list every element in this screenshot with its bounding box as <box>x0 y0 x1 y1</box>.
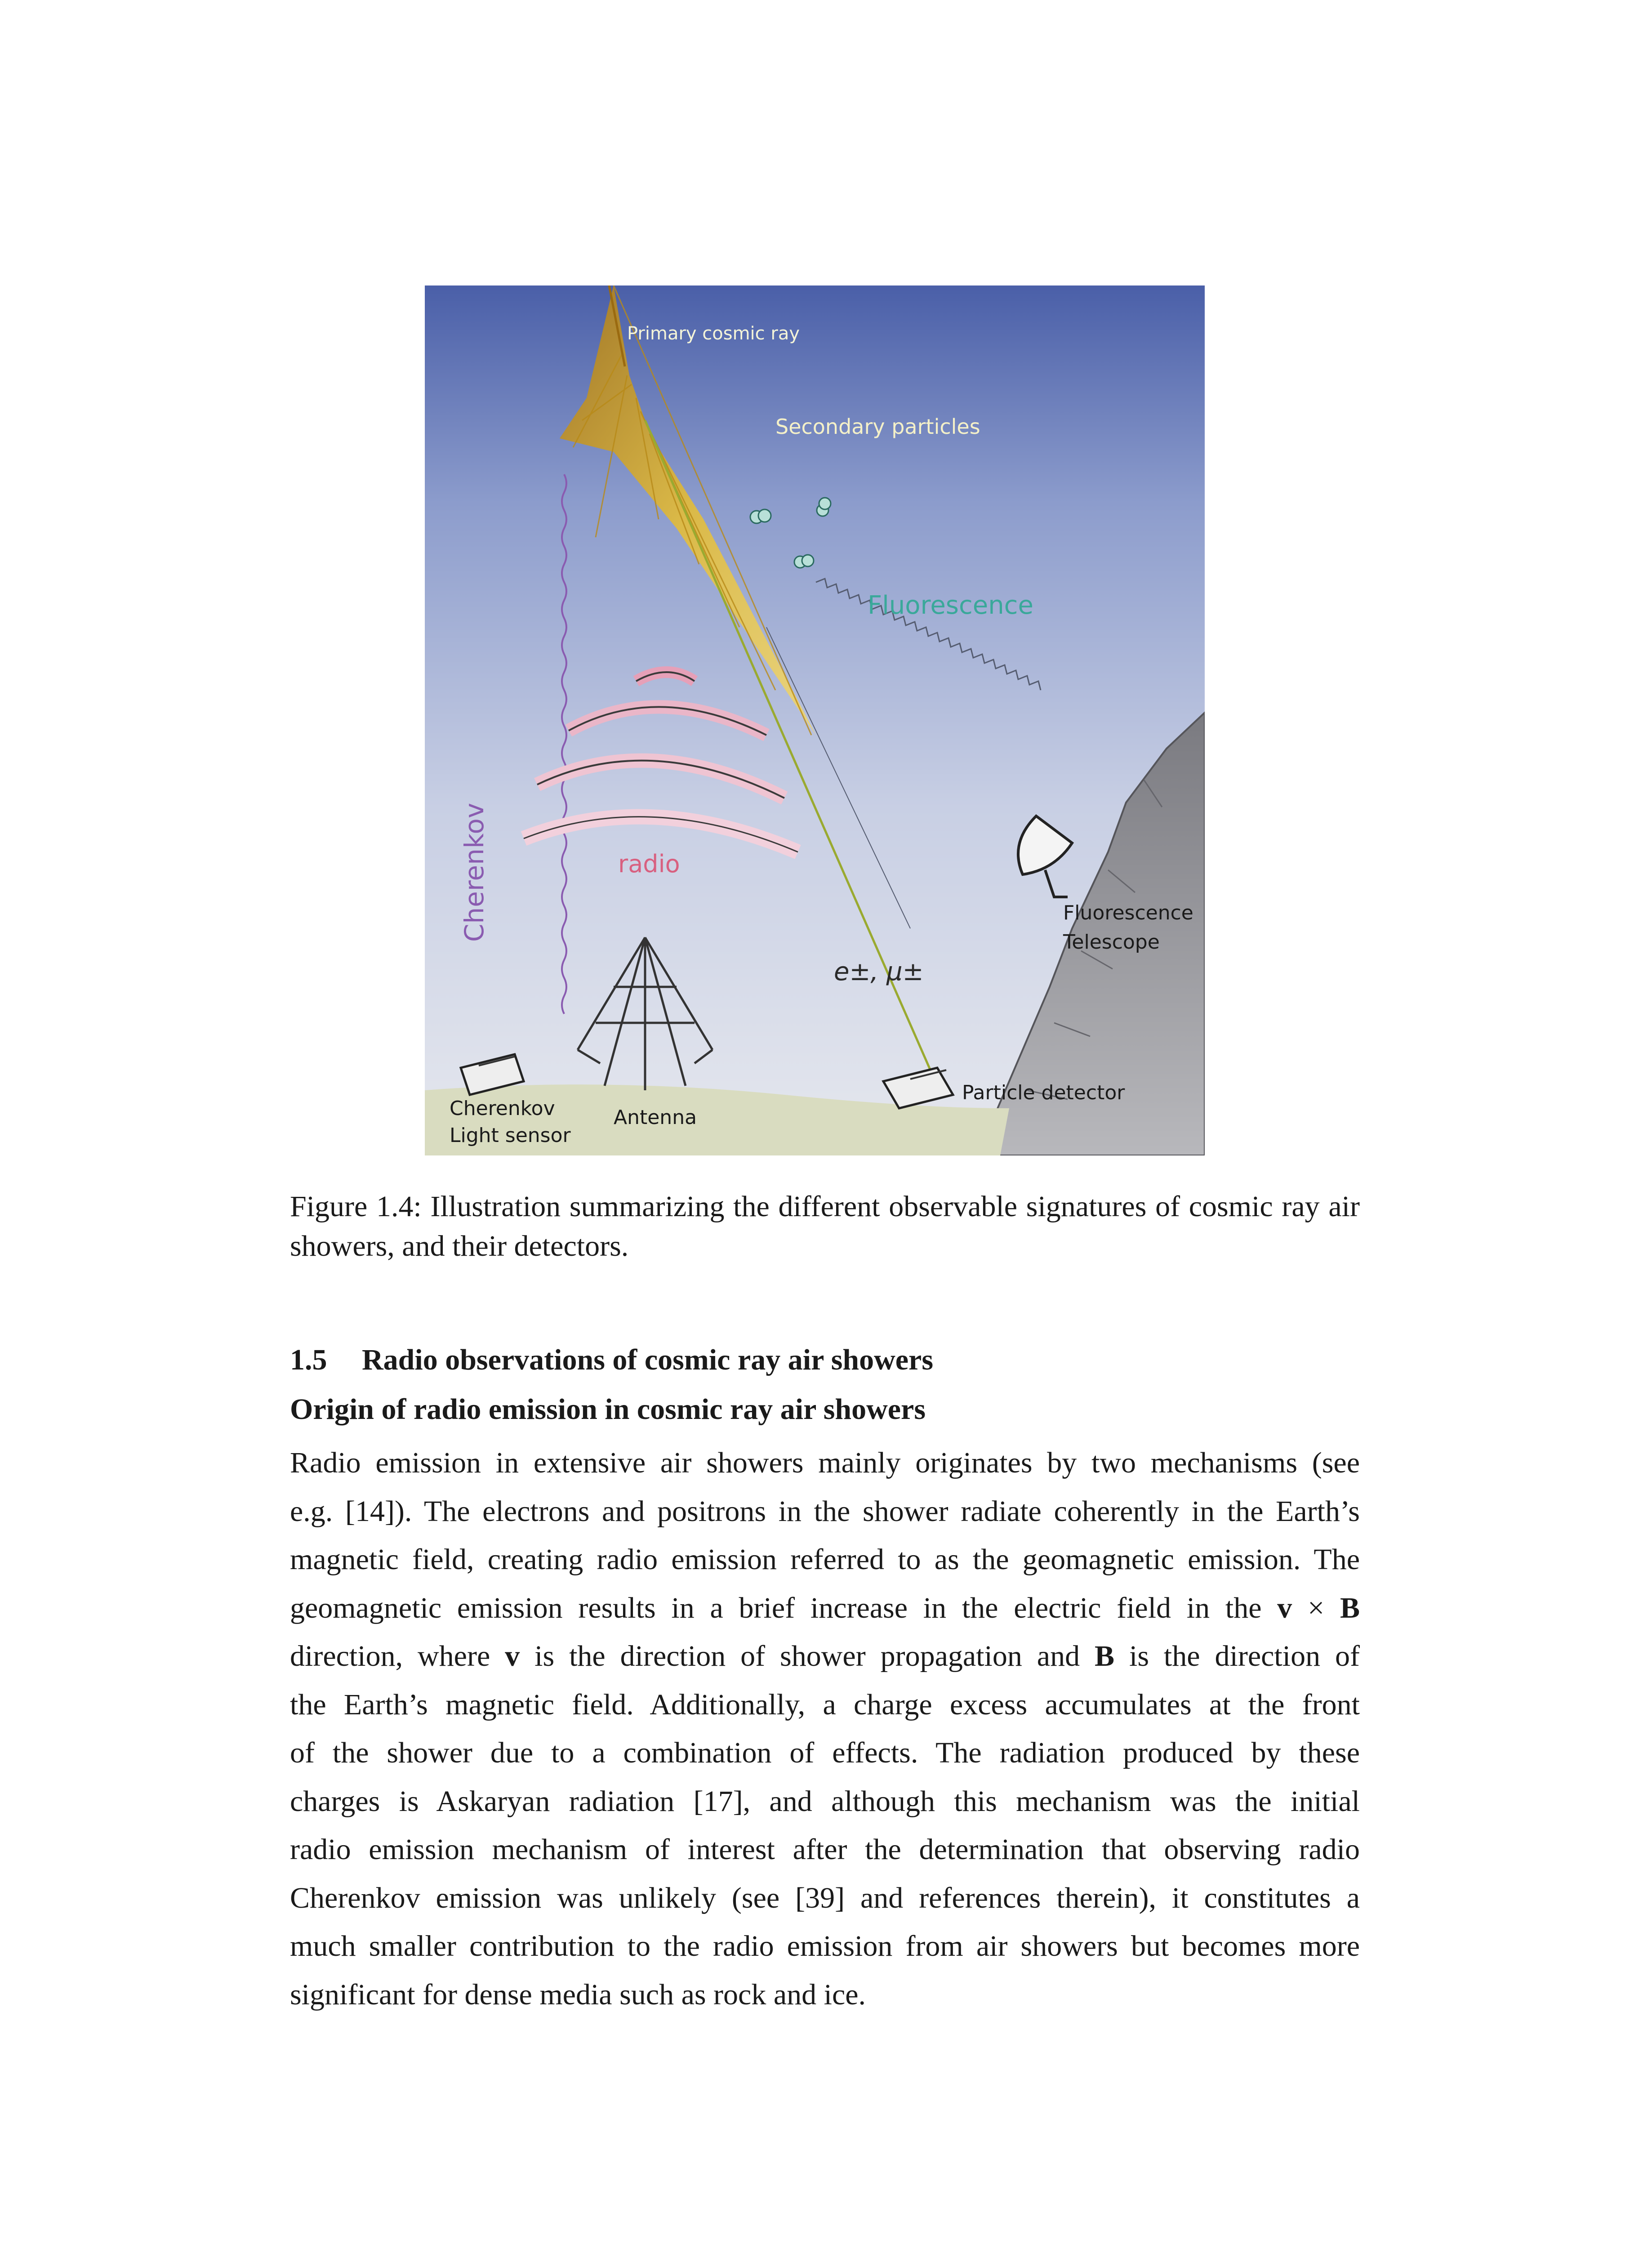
subsection-heading: Origin of radio emission in cosmic ray air showers <box>290 1393 926 1426</box>
body-line: the Earth’s magnetic field. Additionally, a charge excess accumulates at the front <box>290 1688 1360 1721</box>
body-line <box>290 1584 1360 1632</box>
body-line: radio emission mechanism of interest after the determination that observing radio <box>290 1833 1360 1866</box>
label-fluorescence-telescope-2: Telescope <box>1063 931 1160 954</box>
body-line: magnetic field, creating radio emission referred to as the geomagnetic emission. The <box>290 1543 1360 1576</box>
label-cherenkov-sensor-1: Cherenkov <box>450 1097 555 1120</box>
body-line: significant for dense media such as rock and ice. <box>290 1978 866 2011</box>
body-text-run: geomagnetic emission results in a brief increase in the electric field in the <box>290 1591 1278 1624</box>
illustration-svg <box>425 285 1205 1155</box>
body-text-run: is the direction of shower propagation and <box>520 1640 1095 1673</box>
section-title: Radio observations of cosmic ray air showers <box>362 1343 934 1376</box>
body-line: of the shower due to a combination of effects. The radiation produced by these <box>290 1736 1360 1769</box>
label-fluorescence: Fluorescence <box>868 591 1033 620</box>
body-line <box>290 1632 1360 1681</box>
body-line: e.g. [14]). The electrons and positrons in the shower radiate coherently in the Earth’s <box>290 1494 1360 1528</box>
figure-caption: Figure 1.4: Illustration summarizing the different observable signatures of cosmic ray air showers, and their detectors. <box>290 1190 1360 1262</box>
label-primary-cosmic-ray: Primary cosmic ray <box>627 323 800 344</box>
cosmic-ray-illustration <box>425 285 1205 1155</box>
section-number: 1.5 <box>290 1343 327 1376</box>
section-heading <box>290 1340 1369 1380</box>
label-cherenkov: Cherenkov <box>459 803 490 942</box>
label-electrons-muons: e±, μ± <box>834 957 924 986</box>
times-symbol: × <box>1292 1591 1340 1624</box>
body-text-run: direction, where <box>290 1640 505 1673</box>
label-fluorescence-telescope-1: Fluorescence <box>1063 901 1193 924</box>
body-line: Cherenkov emission was unlikely (see [39] and references therein), it constitutes a <box>290 1881 1360 1914</box>
label-radio: radio <box>618 850 680 878</box>
vector-b: B <box>1095 1640 1115 1673</box>
vector-v: v <box>505 1640 520 1673</box>
label-cherenkov-sensor-2: Light sensor <box>450 1124 571 1147</box>
vector-v: v <box>1277 1591 1292 1624</box>
body-line: much smaller contribution to the radio emission from air showers but becomes more <box>290 1930 1360 1963</box>
body-text-run: is the direction of <box>1114 1640 1360 1673</box>
label-secondary-particles: Secondary particles <box>775 415 980 439</box>
vector-b: B <box>1340 1591 1360 1624</box>
body-line: Radio emission in extensive air showers mainly originates by two mechanisms (see <box>290 1446 1360 1479</box>
body-paragraph <box>290 1439 1360 2019</box>
label-particle-detector: Particle detector <box>962 1081 1125 1104</box>
body-line: charges is Askaryan radiation [17], and although this mechanism was the initial <box>290 1784 1360 1818</box>
label-antenna: Antenna <box>614 1106 697 1129</box>
